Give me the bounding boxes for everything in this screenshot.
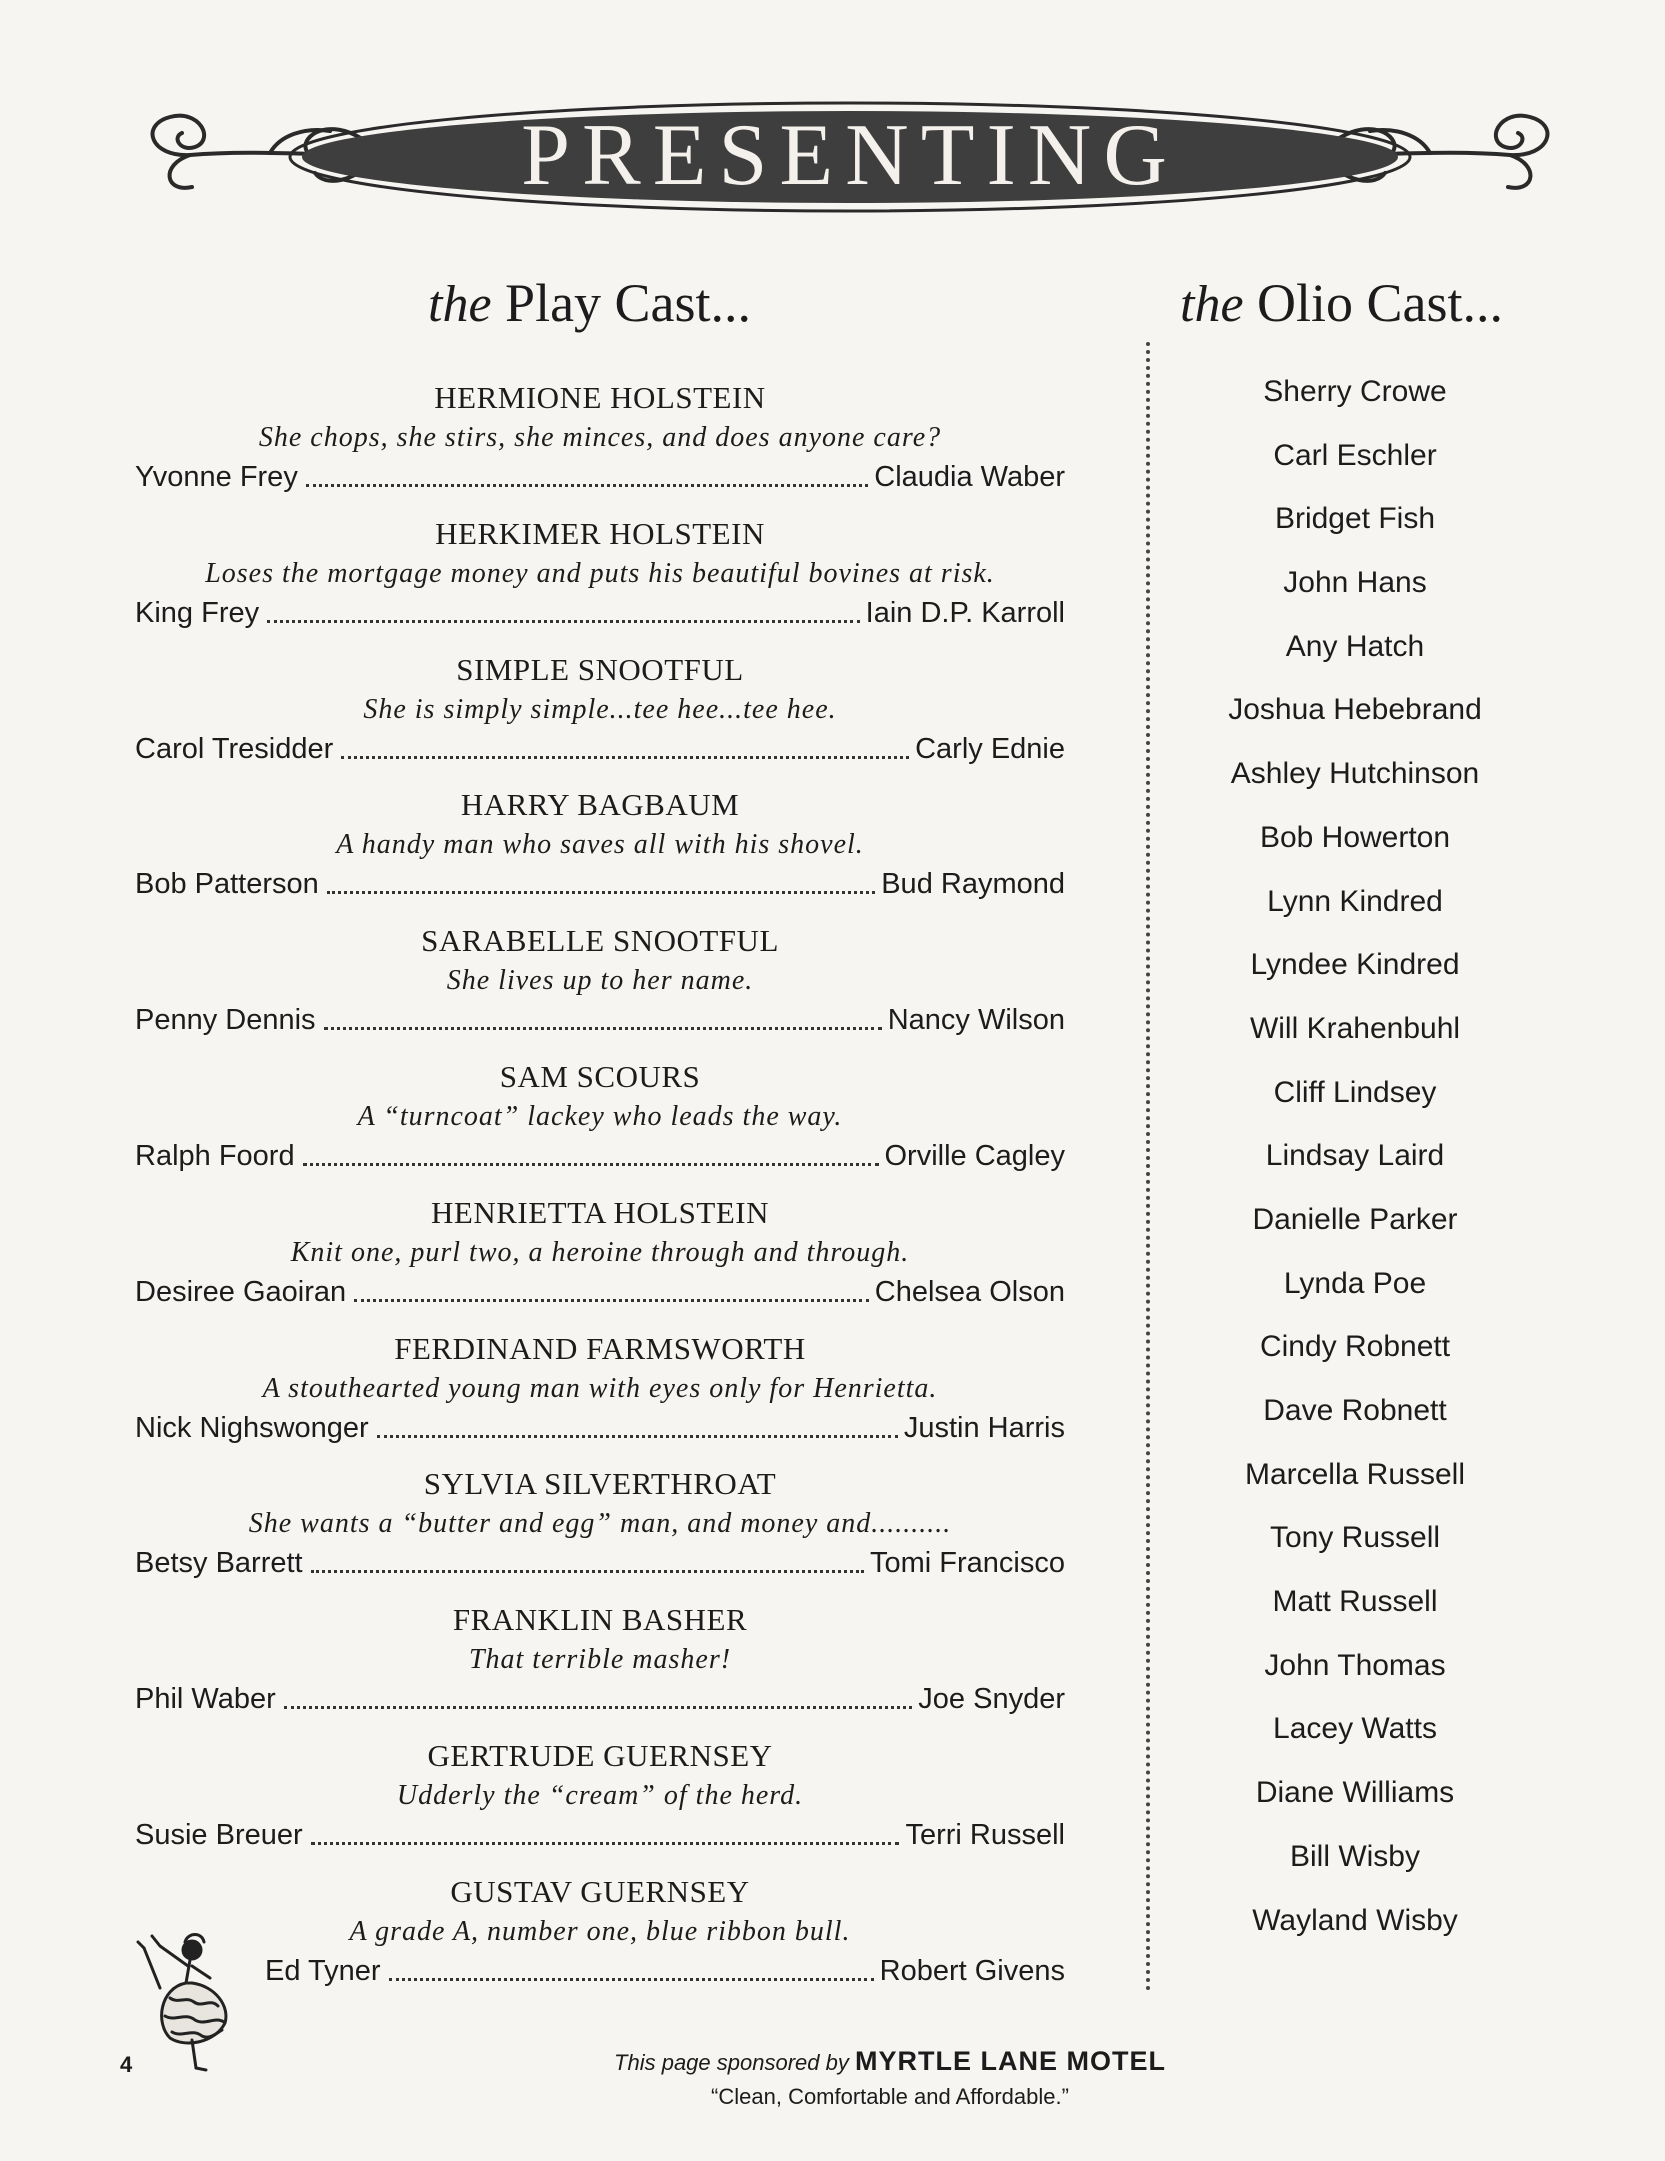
role-name: SAM SCOURS	[499, 1058, 701, 1094]
list-item: Any Hatch	[1285, 629, 1425, 663]
role-name: HERMIONE HOLSTEIN	[434, 380, 766, 415]
cast-entry	[135, 1331, 1065, 1467]
actor-first: Bob Patterson	[135, 868, 319, 901]
play-heading-title: Play Cast...	[505, 273, 752, 333]
dot-leader	[327, 891, 875, 894]
role-description: She is simply simple...tee hee...tee hee.	[363, 693, 837, 725]
actor-first: King Frey	[135, 596, 260, 629]
cast-entry	[135, 1602, 1065, 1738]
role-name: SYLVIA SILVERTHROAT	[423, 1466, 777, 1502]
role-name: HARRY BAGBAUM	[460, 787, 740, 823]
list-item: Sherry Crowe	[1263, 375, 1447, 408]
dot-leader	[267, 620, 860, 623]
actor-first: Nick Nighswonger	[135, 1411, 369, 1444]
dot-leader	[324, 1027, 882, 1030]
role-description: Udderly the “cream” of the herd.	[396, 1779, 804, 1811]
play-cast-heading	[428, 272, 751, 334]
actor-line	[135, 867, 1065, 901]
cast-entry	[135, 923, 1065, 1059]
list-item: Cliff Lindsey	[1273, 1075, 1437, 1109]
play-cast-list	[135, 380, 1065, 2010]
actor-second: Terri Russell	[905, 1818, 1065, 1851]
cancan-dancer-icon	[130, 1928, 245, 2078]
role-description: Loses the mortgage money and puts his beautiful bovines at risk.	[205, 557, 995, 589]
list-item: Bill Wisby	[1289, 1839, 1420, 1873]
sponsor-block	[560, 2044, 1220, 2114]
actor-second: Tomi Francisco	[870, 1547, 1065, 1580]
dot-leader	[354, 1299, 869, 1302]
list-item: Marcella Russell	[1244, 1457, 1466, 1491]
list-item: Lyndee Kindred	[1250, 948, 1460, 982]
list-item: John Hans	[1283, 566, 1427, 600]
list-item: Cindy Robnett	[1259, 1330, 1451, 1364]
list-item: Lindsay Laird	[1265, 1139, 1445, 1173]
actor-second: Iain D.P. Karroll	[865, 596, 1065, 629]
actor-first: Carol Tresidder	[135, 732, 334, 765]
actor-first: Ralph Foord	[135, 1139, 295, 1172]
list-item: Diane Williams	[1255, 1776, 1455, 1810]
cast-entry	[135, 652, 1065, 788]
actor-second: Justin Harris	[903, 1411, 1065, 1444]
dot-leader	[306, 484, 868, 487]
dot-leader	[341, 756, 909, 759]
cast-entry	[135, 380, 1065, 516]
list-item: Carl Eschler	[1273, 438, 1437, 472]
sponsor-name: MYRTLE LANE MOTEL	[854, 2046, 1166, 2076]
actor-second: Nancy Wilson	[887, 1004, 1065, 1037]
actor-second: Claudia Waber	[874, 461, 1065, 493]
banner-title: PRESENTING	[521, 106, 1179, 204]
actor-line	[135, 1003, 1065, 1037]
list-item: Lynda Poe	[1283, 1266, 1427, 1300]
sponsor-prefix: This page sponsored by	[614, 2050, 849, 2075]
actor-first: Ed Tyner	[265, 1954, 381, 1987]
actor-line	[135, 1411, 1065, 1445]
olio-cast-heading	[1180, 272, 1503, 334]
list-item: Bob Howerton	[1259, 820, 1451, 854]
dot-leader	[311, 1842, 900, 1845]
list-item: Tony Russell	[1269, 1521, 1441, 1555]
actor-first: Betsy Barrett	[135, 1547, 303, 1580]
dot-leader	[284, 1706, 913, 1709]
role-description: She chops, she stirs, she minces, and does anyone care?	[258, 422, 942, 453]
role-description: That terrible masher!	[468, 1644, 732, 1676]
list-item: Dave Robnett	[1263, 1394, 1447, 1427]
role-description: She wants a “butter and egg” man, and money and..........	[248, 1508, 952, 1540]
actor-second: Orville Cagley	[884, 1139, 1065, 1172]
role-name: SIMPLE SNOOTFUL	[456, 651, 744, 687]
role-description: A grade A, number one, blue ribbon bull.	[349, 1915, 851, 1947]
list-item: Ashley Hutchinson	[1230, 757, 1480, 791]
list-item: Danielle Parker	[1252, 1202, 1458, 1236]
cast-entry	[135, 1059, 1065, 1195]
role-name: HERKIMER HOLSTEIN	[435, 515, 765, 551]
role-description: A stouthearted young man with eyes only for Henrietta.	[262, 1372, 938, 1404]
play-heading-prefix: the	[428, 276, 492, 333]
actor-line	[135, 596, 1065, 630]
actor-line	[135, 1682, 1065, 1716]
role-description: Knit one, purl two, a heroine through and through.	[290, 1236, 910, 1268]
actor-second: Carly Ednie	[915, 732, 1065, 765]
cast-entry	[135, 787, 1065, 923]
actor-line	[135, 1954, 1065, 1988]
list-item: John Thomas	[1264, 1648, 1446, 1682]
list-item: Joshua Hebebrand	[1228, 693, 1482, 727]
role-description: A “turncoat” lackey who leads the way.	[357, 1100, 843, 1132]
actor-line	[135, 1139, 1065, 1173]
olio-heading-title: Olio Cast...	[1257, 273, 1504, 333]
cast-entry	[135, 1466, 1065, 1602]
list-item: Lynn Kindred	[1267, 884, 1443, 918]
page-number: 4	[120, 2052, 133, 2077]
actor-first: Susie Breuer	[135, 1818, 303, 1851]
actor-line	[135, 1546, 1065, 1580]
list-item: Wayland Wisby	[1252, 1903, 1458, 1937]
role-name: FRANKLIN BASHER	[452, 1602, 748, 1638]
actor-line	[135, 1818, 1065, 1852]
role-name: GUSTAV GUERNSEY	[450, 1873, 750, 1909]
actor-line	[135, 1275, 1065, 1309]
role-description: A handy man who saves all with his shovel.	[336, 829, 864, 861]
dot-leader	[389, 1978, 874, 1981]
list-item: Matt Russell	[1272, 1585, 1438, 1619]
actor-first: Phil Waber	[135, 1683, 276, 1716]
actor-line	[135, 460, 1065, 494]
cast-entry	[135, 516, 1065, 652]
sponsor-tagline: “Clean, Comfortable and Affordable.”	[711, 2084, 1069, 2109]
list-item: Lacey Watts	[1273, 1712, 1437, 1746]
actor-second: Chelsea Olson	[874, 1275, 1065, 1308]
actor-second: Joe Snyder	[918, 1683, 1065, 1716]
role-name: SARABELLE SNOOTFUL	[421, 923, 779, 959]
role-description: She lives up to her name.	[446, 965, 754, 997]
cast-entry	[135, 1195, 1065, 1331]
dot-leader	[303, 1163, 879, 1166]
actor-first: Penny Dennis	[135, 1004, 316, 1037]
list-item: Will Krahenbuhl	[1249, 1011, 1461, 1045]
actor-line	[135, 732, 1065, 766]
actor-second: Robert Givens	[879, 1954, 1065, 1987]
role-name: HENRIETTA HOLSTEIN	[431, 1194, 769, 1230]
list-item: Bridget Fish	[1274, 502, 1436, 536]
role-name: FERDINAND FARMSWORTH	[394, 1330, 806, 1366]
actor-second: Bud Raymond	[881, 868, 1065, 901]
olio-heading-prefix: the	[1180, 276, 1244, 333]
presenting-banner	[130, 95, 1570, 215]
cast-entry	[135, 1874, 1065, 2010]
dot-leader	[311, 1570, 864, 1573]
olio-cast-list	[1180, 375, 1530, 1967]
dot-leader	[377, 1435, 898, 1438]
actor-first: Desiree Gaoiran	[135, 1275, 347, 1308]
role-name: GERTRUDE GUERNSEY	[427, 1737, 773, 1773]
cast-entry	[135, 1738, 1065, 1874]
actor-first: Yvonne Frey	[135, 461, 298, 493]
column-divider	[1146, 342, 1150, 1992]
